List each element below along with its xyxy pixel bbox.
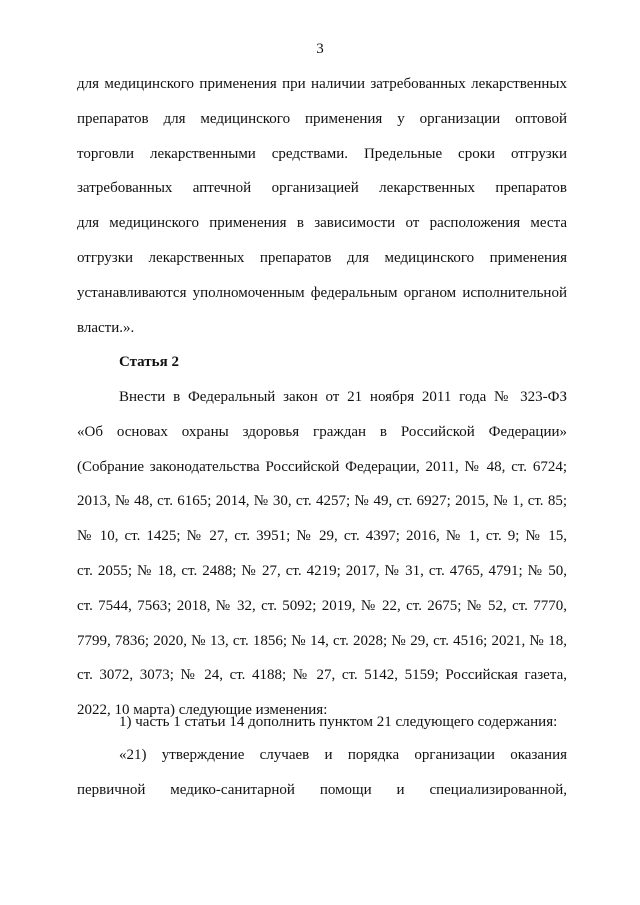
paragraph-line: «Об основах охраны здоровья граждан в Российской Федерации» bbox=[77, 423, 567, 440]
paragraph-line: власти.». bbox=[77, 319, 135, 336]
paragraph-line: затребованных аптечной организацией лекарственных препаратов bbox=[77, 180, 567, 197]
paragraph-line: для медицинского применения при наличии затребованных лекарственных bbox=[77, 76, 567, 92]
page-number: 3 bbox=[316, 41, 324, 57]
paragraph-line: для медицинского применения в зависимости от расположения места bbox=[77, 215, 567, 232]
paragraph-line: устанавливаются уполномоченным федеральным органом исполнительной bbox=[77, 284, 567, 301]
article-block bbox=[77, 352, 567, 387]
quoted-paragraph bbox=[77, 745, 567, 815]
list-item-text: 1) часть 1 статьи 14 дополнить пунктом 21 следующего содержания: bbox=[119, 714, 558, 730]
paragraph-line: ст. 2055; № 18, ст. 2488; № 27, ст. 4219; 2017, № 31, ст. 4765, 4791; № 50, bbox=[77, 562, 567, 579]
paragraph-line: 2013, № 48, ст. 6165; 2014, № 30, ст. 4257; № 49, ст. 6927; 2015, № 1, ст. 85; bbox=[77, 493, 567, 510]
paragraph-line: № 10, ст. 1425; № 27, ст. 3951; № 29, ст. 4397; 2016, № 1, ст. 9; № 15, bbox=[77, 528, 567, 545]
paragraph-line: Внести в Федеральный закон от 21 ноября 2011 года № 323-ФЗ bbox=[119, 389, 567, 405]
paragraph-line: 7799, 7836; 2020, № 13, ст. 1856; № 14, ст. 2028; № 29, ст. 4516; 2021, № 18, bbox=[77, 632, 567, 649]
paragraph-line: 2022, 10 марта) следующие изменения: bbox=[77, 702, 328, 719]
paragraph-line: «21) утверждение случаев и порядка организации оказания bbox=[119, 747, 567, 763]
paragraph-line: торговли лекарственными средствами. Предельные сроки отгрузки bbox=[77, 145, 567, 162]
article-paragraph bbox=[77, 387, 567, 735]
continuation-paragraph bbox=[77, 74, 567, 352]
paragraph-line: ст. 3072, 3073; № 24, ст. 4188; № 27, ст. 5142, 5159; Российская газета, bbox=[77, 667, 567, 684]
paragraph-line: отгрузки лекарственных препаратов для медицинского применения bbox=[77, 249, 567, 266]
article-heading: Статья 2 bbox=[119, 354, 179, 370]
paragraph-line: (Собрание законодательства Российской Федерации, 2011, № 48, ст. 6724; bbox=[77, 458, 567, 475]
paragraph-line: первичной медико-санитарной помощи и специализированной, bbox=[77, 781, 567, 798]
paragraph-line: препаратов для медицинского применения у организации оптовой bbox=[77, 110, 567, 127]
paragraph-line: ст. 7544, 7563; 2018, № 32, ст. 5092; 2019, № 22, ст. 2675; № 52, ст. 7770, bbox=[77, 597, 567, 614]
list-item-1 bbox=[77, 712, 567, 747]
